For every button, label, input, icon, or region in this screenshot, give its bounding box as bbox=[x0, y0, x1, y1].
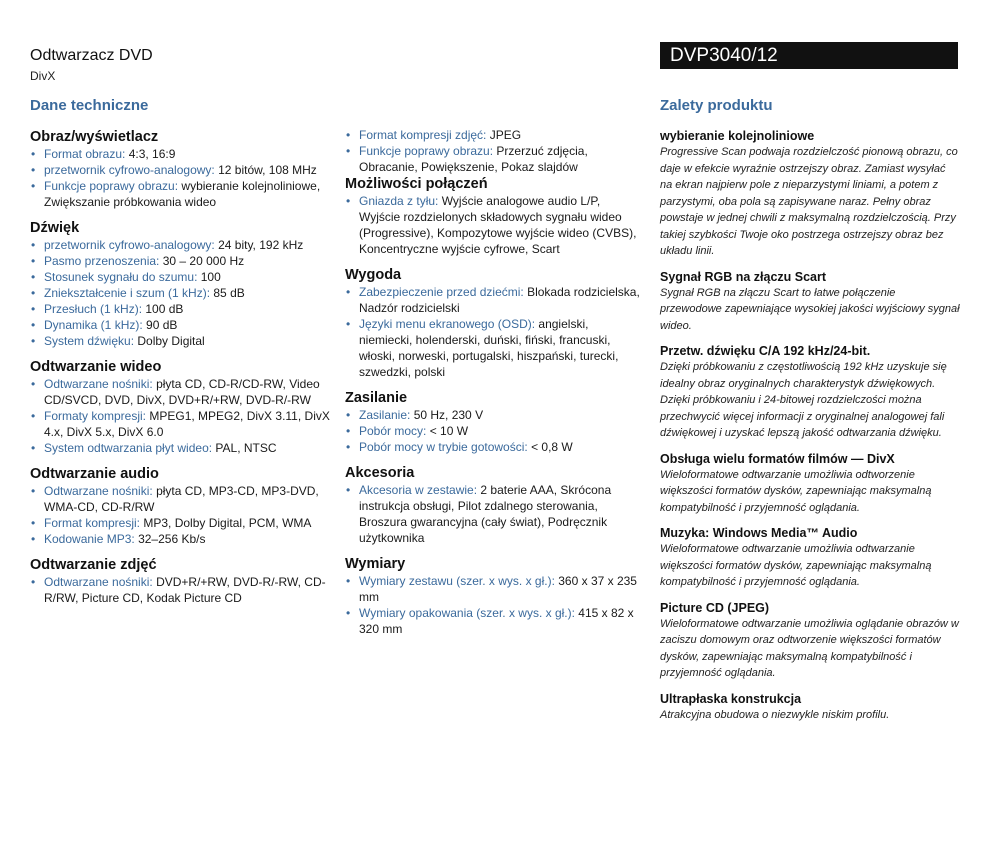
spec-list bbox=[30, 376, 330, 456]
spec-value: 30 – 20 000 Hz bbox=[159, 254, 245, 268]
spec-value: 90 dB bbox=[142, 318, 178, 332]
spec-label: Pasmo przenoszenia: bbox=[44, 254, 160, 268]
spec-value: MPEG1, MPEG2, DivX 3.11, DivX 4.x, DivX 5.x, DivX 6.0 bbox=[44, 409, 330, 439]
spec-label: Wymiary zestawu (szer. x wys. x gł.): bbox=[359, 574, 555, 588]
spec-label: Pobór mocy: bbox=[359, 424, 427, 438]
spec-value: płyta CD, CD-R/CD-RW, Video CD/SVCD, DVD, DivX, DVD+R/+RW, DVD-R/-RW bbox=[44, 377, 320, 407]
spec-item bbox=[345, 284, 640, 316]
spec-section bbox=[345, 555, 640, 637]
advantage-item bbox=[660, 128, 960, 260]
spec-item bbox=[30, 178, 330, 210]
spec-item bbox=[345, 573, 640, 605]
spec-label: Odtwarzane nośniki: bbox=[44, 377, 153, 391]
spec-list bbox=[345, 193, 640, 257]
section-heading: Akcesoria bbox=[345, 465, 415, 481]
spec-label: Przesłuch (1 kHz): bbox=[44, 302, 143, 316]
spec-section bbox=[30, 556, 330, 606]
spec-value: PAL, NTSC bbox=[212, 441, 277, 455]
spec-section bbox=[30, 219, 330, 349]
section-heading: Wymiary bbox=[345, 556, 406, 572]
spec-item bbox=[30, 146, 330, 162]
spec-value: Dolby Digital bbox=[134, 334, 205, 348]
spec-label: Format kompresji: bbox=[44, 516, 141, 530]
spec-label: Gniazda z tyłu: bbox=[359, 194, 439, 208]
advantage-text: Progressive Scan podwaja rozdzielczość pionową obrazu, co daje w efekcie wyraźnie ostrzejszy obraz. Zamiast wysyłać na ekran najpierw pole z nieparzystymi liniami, a potem z parzystymi, oba pola są zapisywane naraz. Pełny obraz powstaje w jednej chwili z maksymalną rozdzielczością. Przy takiej szybkości Twoje oko postrzega ostrzejszy obraz bez układu linii. bbox=[660, 146, 958, 257]
spec-list bbox=[345, 482, 640, 546]
advantage-item bbox=[660, 451, 960, 517]
advantage-heading: Ultrapłaska konstrukcja bbox=[660, 691, 802, 706]
spec-item bbox=[30, 440, 330, 456]
section-heading: Odtwarzanie audio bbox=[30, 466, 159, 482]
spec-label: Zasilanie: bbox=[359, 408, 411, 422]
section-heading: Dźwięk bbox=[30, 220, 80, 236]
advantage-text: Dzięki próbkowaniu z częstotliwością 192 kHz uzyskuje się idealny obraz oryginalnych charakterystyk dźwiękowych. Dzięki próbkowaniu i 24-bitowej rozdzielczości można przechwycić więcej informacji z oryginalnej analogowej fali dźwiękowej i uzyskać lepszą jakość odtwarzania dźwięku. bbox=[660, 361, 947, 439]
spec-label: Odtwarzane nośniki: bbox=[44, 484, 153, 498]
spec-section bbox=[345, 175, 640, 257]
spec-value: 360 x 37 x 235 mm bbox=[359, 574, 637, 604]
col1-sections bbox=[30, 128, 330, 606]
spec-item bbox=[30, 301, 330, 317]
spec-value: płyta CD, MP3-CD, MP3-DVD, WMA-CD, CD-R/RW bbox=[44, 484, 319, 514]
spec-item bbox=[345, 193, 640, 257]
spec-item bbox=[30, 515, 330, 531]
spec-section bbox=[30, 358, 330, 456]
spec-item bbox=[345, 423, 640, 439]
spec-section bbox=[345, 389, 640, 455]
col2-sections bbox=[345, 175, 640, 637]
spec-label: Dynamika (1 kHz): bbox=[44, 318, 143, 332]
section-heading: Możliwości połączeń bbox=[345, 176, 488, 192]
spec-value: Wyjście analogowe audio L/P, Wyjście rozdzielonych składowych sygnału wideo (Progressive), Kompozytowe wyjście wideo (CVBS), Koncentryczne wyjście cyfrowe, Scart bbox=[359, 194, 637, 256]
advantage-text: Wieloformatowe odtwarzanie umożliwia odtwarzanie większości formatów dysków, zapewniając maksymalną kompatybilność i przyjemność oglądania. bbox=[660, 543, 932, 588]
advantage-text: Atrakcyjna obudowa o niezwykle niskim profilu. bbox=[660, 708, 890, 721]
product-title: Odtwarzacz DVD bbox=[30, 47, 153, 64]
spec-section bbox=[345, 464, 640, 546]
spec-item bbox=[30, 483, 330, 515]
spec-value: Blokada rodzicielska, Nadzór rodzicielski bbox=[359, 285, 640, 315]
spec-item bbox=[345, 127, 640, 143]
spec-list bbox=[345, 284, 640, 380]
spec-item bbox=[30, 333, 330, 349]
spec-item bbox=[30, 408, 330, 440]
spec-value: MP3, Dolby Digital, PCM, WMA bbox=[140, 516, 312, 530]
specs-column-2 bbox=[345, 127, 640, 646]
col2-intro-list bbox=[345, 127, 640, 175]
advantage-text: Wieloformatowe odtwarzanie umożliwia oglądanie obrazów w zaciszu domowym oraz odtworzenie większości formatów dysków, zapewniając maksymalną kompatybilność i przyjemność oglądania. bbox=[660, 617, 959, 679]
spec-item bbox=[345, 482, 640, 546]
spec-list bbox=[30, 483, 330, 547]
spec-item bbox=[30, 376, 330, 408]
advantage-item bbox=[660, 691, 960, 724]
spec-list bbox=[30, 146, 330, 210]
spec-section bbox=[345, 266, 640, 380]
advantages-list bbox=[660, 128, 960, 723]
spec-label: Format kompresji zdjęć: bbox=[359, 128, 487, 142]
spec-label: Format obrazu: bbox=[44, 147, 126, 161]
product-format: DivX bbox=[30, 69, 56, 83]
spec-list bbox=[30, 237, 330, 349]
spec-value: wybieranie kolejnoliniowe, Zwiększanie próbkowania wideo bbox=[44, 179, 321, 209]
spec-item bbox=[30, 317, 330, 333]
spec-value: < 0,8 W bbox=[527, 440, 573, 454]
specs-column-1 bbox=[30, 97, 330, 615]
advantage-heading: Przetw. dźwięku C/A 192 kHz/24-bit. bbox=[660, 344, 871, 358]
spec-value: 85 dB bbox=[210, 286, 245, 300]
advantage-text: Sygnał RGB na złączu Scart to łatwe połączenie przewodowe zapewniające wysokiej jakości wyjściowy sygnał wideo. bbox=[660, 286, 960, 332]
spec-label: przetwornik cyfrowo-analogowy: bbox=[44, 163, 215, 177]
spec-item bbox=[345, 439, 640, 455]
spec-label: Akcesoria w zestawie: bbox=[359, 483, 478, 497]
advantage-item bbox=[660, 600, 960, 682]
spec-value: DVD+R/+RW, DVD-R/-RW, CD-R/RW, Picture CD, Kodak Picture CD bbox=[44, 575, 326, 605]
section-heading: Wygoda bbox=[345, 267, 402, 283]
spec-item bbox=[345, 143, 640, 175]
spec-value: < 10 W bbox=[426, 424, 469, 438]
spec-label: Wymiary opakowania (szer. x wys. x gł.): bbox=[359, 606, 575, 620]
section-heading: Odtwarzanie zdjęć bbox=[30, 557, 157, 573]
advantages-column bbox=[660, 97, 960, 732]
model-number: DVP3040/12 bbox=[660, 42, 958, 69]
advantage-heading: Muzyka: Windows Media™ Audio bbox=[660, 526, 858, 540]
spec-value: 100 dB bbox=[142, 302, 184, 316]
spec-value: 12 bitów, 108 MHz bbox=[214, 163, 317, 177]
section-heading: Odtwarzanie wideo bbox=[30, 359, 162, 375]
spec-item bbox=[30, 285, 330, 301]
spec-item bbox=[30, 162, 330, 178]
advantages-title: Zalety produktu bbox=[660, 97, 773, 114]
spec-value: 24 bity, 192 kHz bbox=[214, 238, 304, 252]
spec-label: Stosunek sygnału do szumu: bbox=[44, 270, 198, 284]
spec-value: 2 baterie AAA, Skrócona instrukcja obsługi, Pilot zdalnego sterowania, Broszura gwarancyjna (cały świat), Podręcznik użytkownika bbox=[359, 483, 612, 545]
spec-label: Zabezpieczenie przed dziećmi: bbox=[359, 285, 524, 299]
advantage-heading: Obsługa wielu formatów filmów — DivX bbox=[660, 451, 895, 466]
spec-label: Odtwarzane nośniki: bbox=[44, 575, 153, 589]
spec-label: przetwornik cyfrowo-analogowy: bbox=[44, 238, 215, 252]
advantage-item bbox=[660, 525, 960, 591]
advantage-item bbox=[660, 269, 960, 335]
advantage-heading: Sygnał RGB na złączu Scart bbox=[660, 269, 827, 284]
advantage-text: Wieloformatowe odtwarzanie umożliwia odtworzenie większości formatów dysków, zapewniając maksymalną kompatybilność i przyjemność oglądania. bbox=[660, 468, 932, 514]
specs-title: Dane techniczne bbox=[30, 97, 149, 114]
section-heading: Obraz/wyświetlacz bbox=[30, 129, 159, 145]
spec-value: 4:3, 16:9 bbox=[125, 147, 176, 161]
spec-item bbox=[345, 605, 640, 637]
spec-value: 415 x 82 x 320 mm bbox=[359, 606, 634, 636]
spec-item bbox=[30, 269, 330, 285]
section-heading: Zasilanie bbox=[345, 390, 408, 406]
spec-value: 50 Hz, 230 V bbox=[410, 408, 484, 422]
advantage-item bbox=[660, 343, 960, 442]
spec-value: Przerzuć zdjęcia, Obracanie, Powiększenie, Pokaz slajdów bbox=[359, 144, 588, 174]
spec-item bbox=[30, 574, 330, 606]
spec-label: System odtwarzania płyt wideo: bbox=[44, 441, 213, 455]
advantage-heading: Picture CD (JPEG) bbox=[660, 600, 770, 615]
spec-label: Kodowanie MP3: bbox=[44, 532, 135, 546]
spec-item bbox=[345, 407, 640, 423]
spec-section bbox=[30, 465, 330, 547]
spec-value: angielski, niemiecki, holenderski, duński, fiński, francuski, włoski, norweski, portugalski, hiszpański, turecki, szwedzki, polski bbox=[359, 317, 619, 379]
spec-list bbox=[345, 573, 640, 637]
spec-value: 100 bbox=[197, 270, 221, 284]
spec-label: Formaty kompresji: bbox=[44, 409, 147, 423]
spec-item bbox=[30, 531, 330, 547]
spec-value: JPEG bbox=[486, 128, 522, 142]
spec-list bbox=[345, 407, 640, 455]
spec-value: 32–256 Kb/s bbox=[134, 532, 206, 546]
spec-label: System dźwięku: bbox=[44, 334, 135, 348]
spec-item bbox=[30, 253, 330, 269]
advantage-heading: wybieranie kolejnoliniowe bbox=[660, 129, 815, 143]
spec-item bbox=[30, 237, 330, 253]
spec-item bbox=[345, 316, 640, 380]
spec-label: Funkcje poprawy obrazu: bbox=[44, 179, 179, 193]
spec-label: Funkcje poprawy obrazu: bbox=[359, 144, 494, 158]
spec-section bbox=[30, 128, 330, 210]
spec-label: Zniekształcenie i szum (1 kHz): bbox=[44, 286, 211, 300]
spec-label: Języki menu ekranowego (OSD): bbox=[359, 317, 536, 331]
spec-list bbox=[30, 574, 330, 606]
spec-label: Pobór mocy w trybie gotowości: bbox=[359, 440, 528, 454]
